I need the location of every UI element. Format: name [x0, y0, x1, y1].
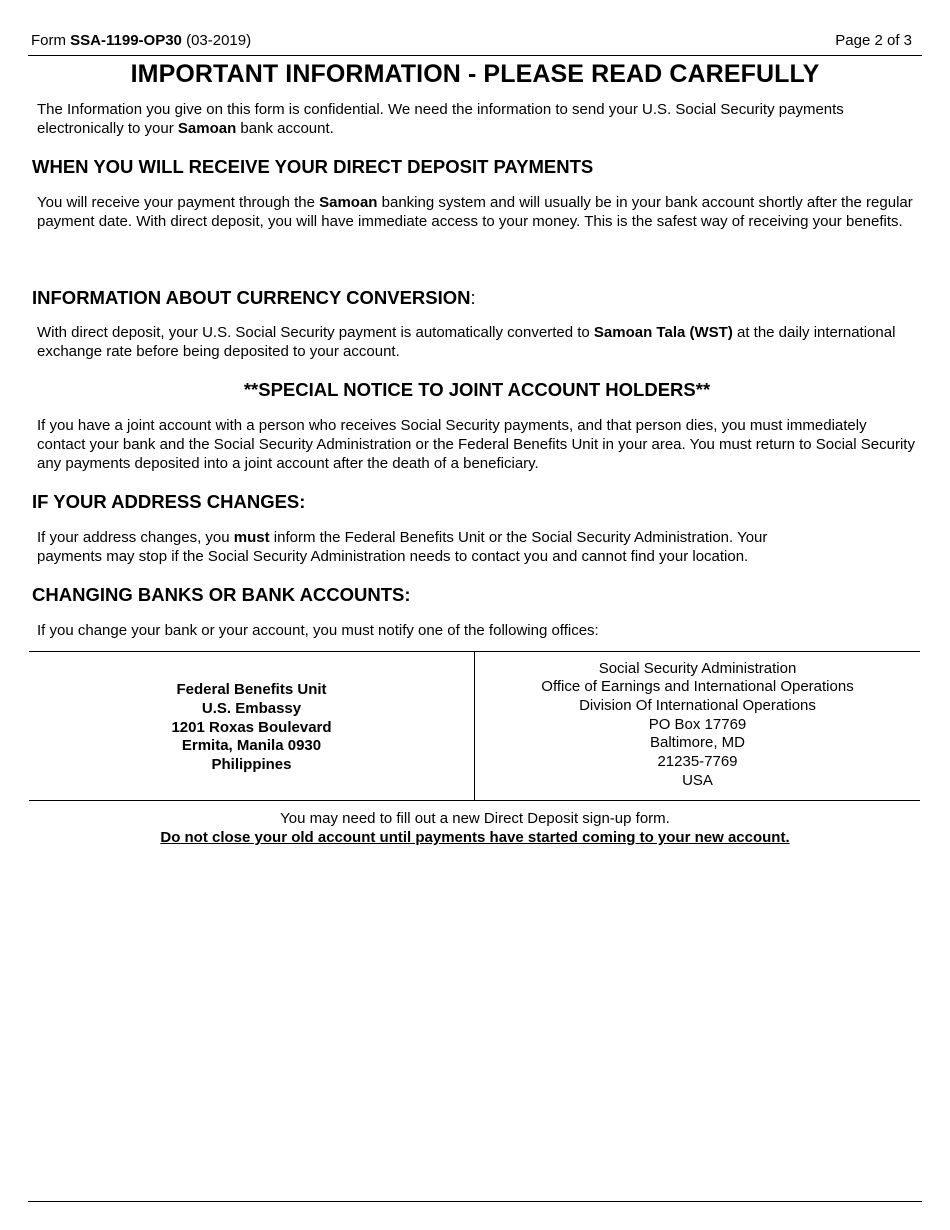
intro-paragraph [37, 100, 917, 138]
address-line: Division Of International Operations [579, 696, 816, 714]
receive-text: You will receive your payment through the [37, 194, 320, 211]
form-date: (03-2019) [181, 32, 252, 49]
banks-paragraph: If you change your bank or your account, you must notify one of the following offices: [37, 622, 599, 639]
header-rule [28, 55, 922, 56]
address-text-mid: inform the Federal Benefits Unit or the Social Security Administration. Your [269, 529, 768, 546]
currency-heading-text: INFORMATION ABOUT CURRENCY CONVERSION [32, 287, 471, 308]
address-paragraph [37, 528, 917, 566]
address-line: Office of Earnings and International Operations [541, 678, 854, 696]
currency-text: With direct deposit, your U.S. Social Security payment is automatically converted to [37, 324, 594, 341]
joint-paragraph: If you have a joint account with a person who receives Social Security payments, and that person dies, you must immediately contact your bank and the Social Security Administration or the Federal Benefits Unit in your area. You must return to Social Security any payments deposited into a joint account after the death of a beneficiary. [37, 417, 915, 472]
intro-text: The Information you give on this form is confidential. We need the information to send your U.S. Social Security payments electronically to your [37, 101, 844, 137]
receive-text-end: banking system and will usually be in your bank account shortly after the regular payment date. With direct deposit, you will have immediate access to your money. This is the safest way of receiving your benefits. [37, 194, 913, 230]
footer-rule [28, 1201, 922, 1202]
joint-heading: **SPECIAL NOTICE TO JOINT ACCOUNT HOLDERS** [243, 379, 711, 400]
form-prefix: Form [31, 32, 71, 49]
address-heading: IF YOUR ADDRESS CHANGES: [32, 491, 306, 512]
address-line: USA [682, 771, 713, 789]
currency-name: Samoan Tala (WST) [593, 324, 733, 341]
address-line: 21235-7769 [657, 753, 738, 771]
address-line: Baltimore, MD [649, 734, 746, 752]
currency-heading-colon: : [470, 287, 476, 308]
receive-paragraph [37, 193, 917, 231]
currency-text-end: at the daily international exchange rate before being deposited to your account. [37, 324, 896, 360]
receive-heading: WHEN YOU WILL RECEIVE YOUR DIRECT DEPOSIT PAYMENTS [32, 156, 594, 177]
currency-paragraph [37, 323, 917, 361]
address-text: If your address changes, you [37, 529, 234, 546]
intro-country: Samoan [177, 120, 237, 137]
page-number: Page 2 of 3 [835, 32, 912, 49]
address-line: Federal Benefits Unit [176, 681, 327, 699]
address-line: 1201 Roxas Boulevard [171, 718, 332, 736]
offices-table [29, 651, 920, 801]
address-emphasis: must [233, 529, 270, 546]
intro-text-end: bank account. [236, 120, 334, 137]
address-line: Philippines [211, 756, 292, 774]
form-identifier [31, 32, 251, 50]
page-title: IMPORTANT INFORMATION - PLEASE READ CAREFULLY [130, 60, 820, 88]
address-line: PO Box 17769 [648, 715, 747, 733]
signup-form-note: You may need to fill out a new Direct Deposit sign-up form. [280, 810, 670, 827]
ssa-address [475, 652, 920, 800]
form-number: SSA-1199-OP30 [70, 32, 182, 49]
banks-heading: CHANGING BANKS OR BANK ACCOUNTS: [32, 584, 411, 605]
address-line: Ermita, Manila 0930 [181, 737, 322, 755]
closing-notes [28, 809, 922, 847]
address-text-end: payments may stop if the Social Security Administration needs to contact you and cannot find your location. [37, 548, 749, 565]
address-line: Social Security Administration [598, 659, 797, 677]
do-not-close-warning: Do not close your old account until payments have started coming to your new account. [160, 829, 790, 846]
receive-country: Samoan [319, 194, 378, 211]
currency-heading [32, 287, 912, 309]
federal-benefits-unit-address [29, 652, 475, 800]
address-line: U.S. Embassy [201, 699, 302, 717]
